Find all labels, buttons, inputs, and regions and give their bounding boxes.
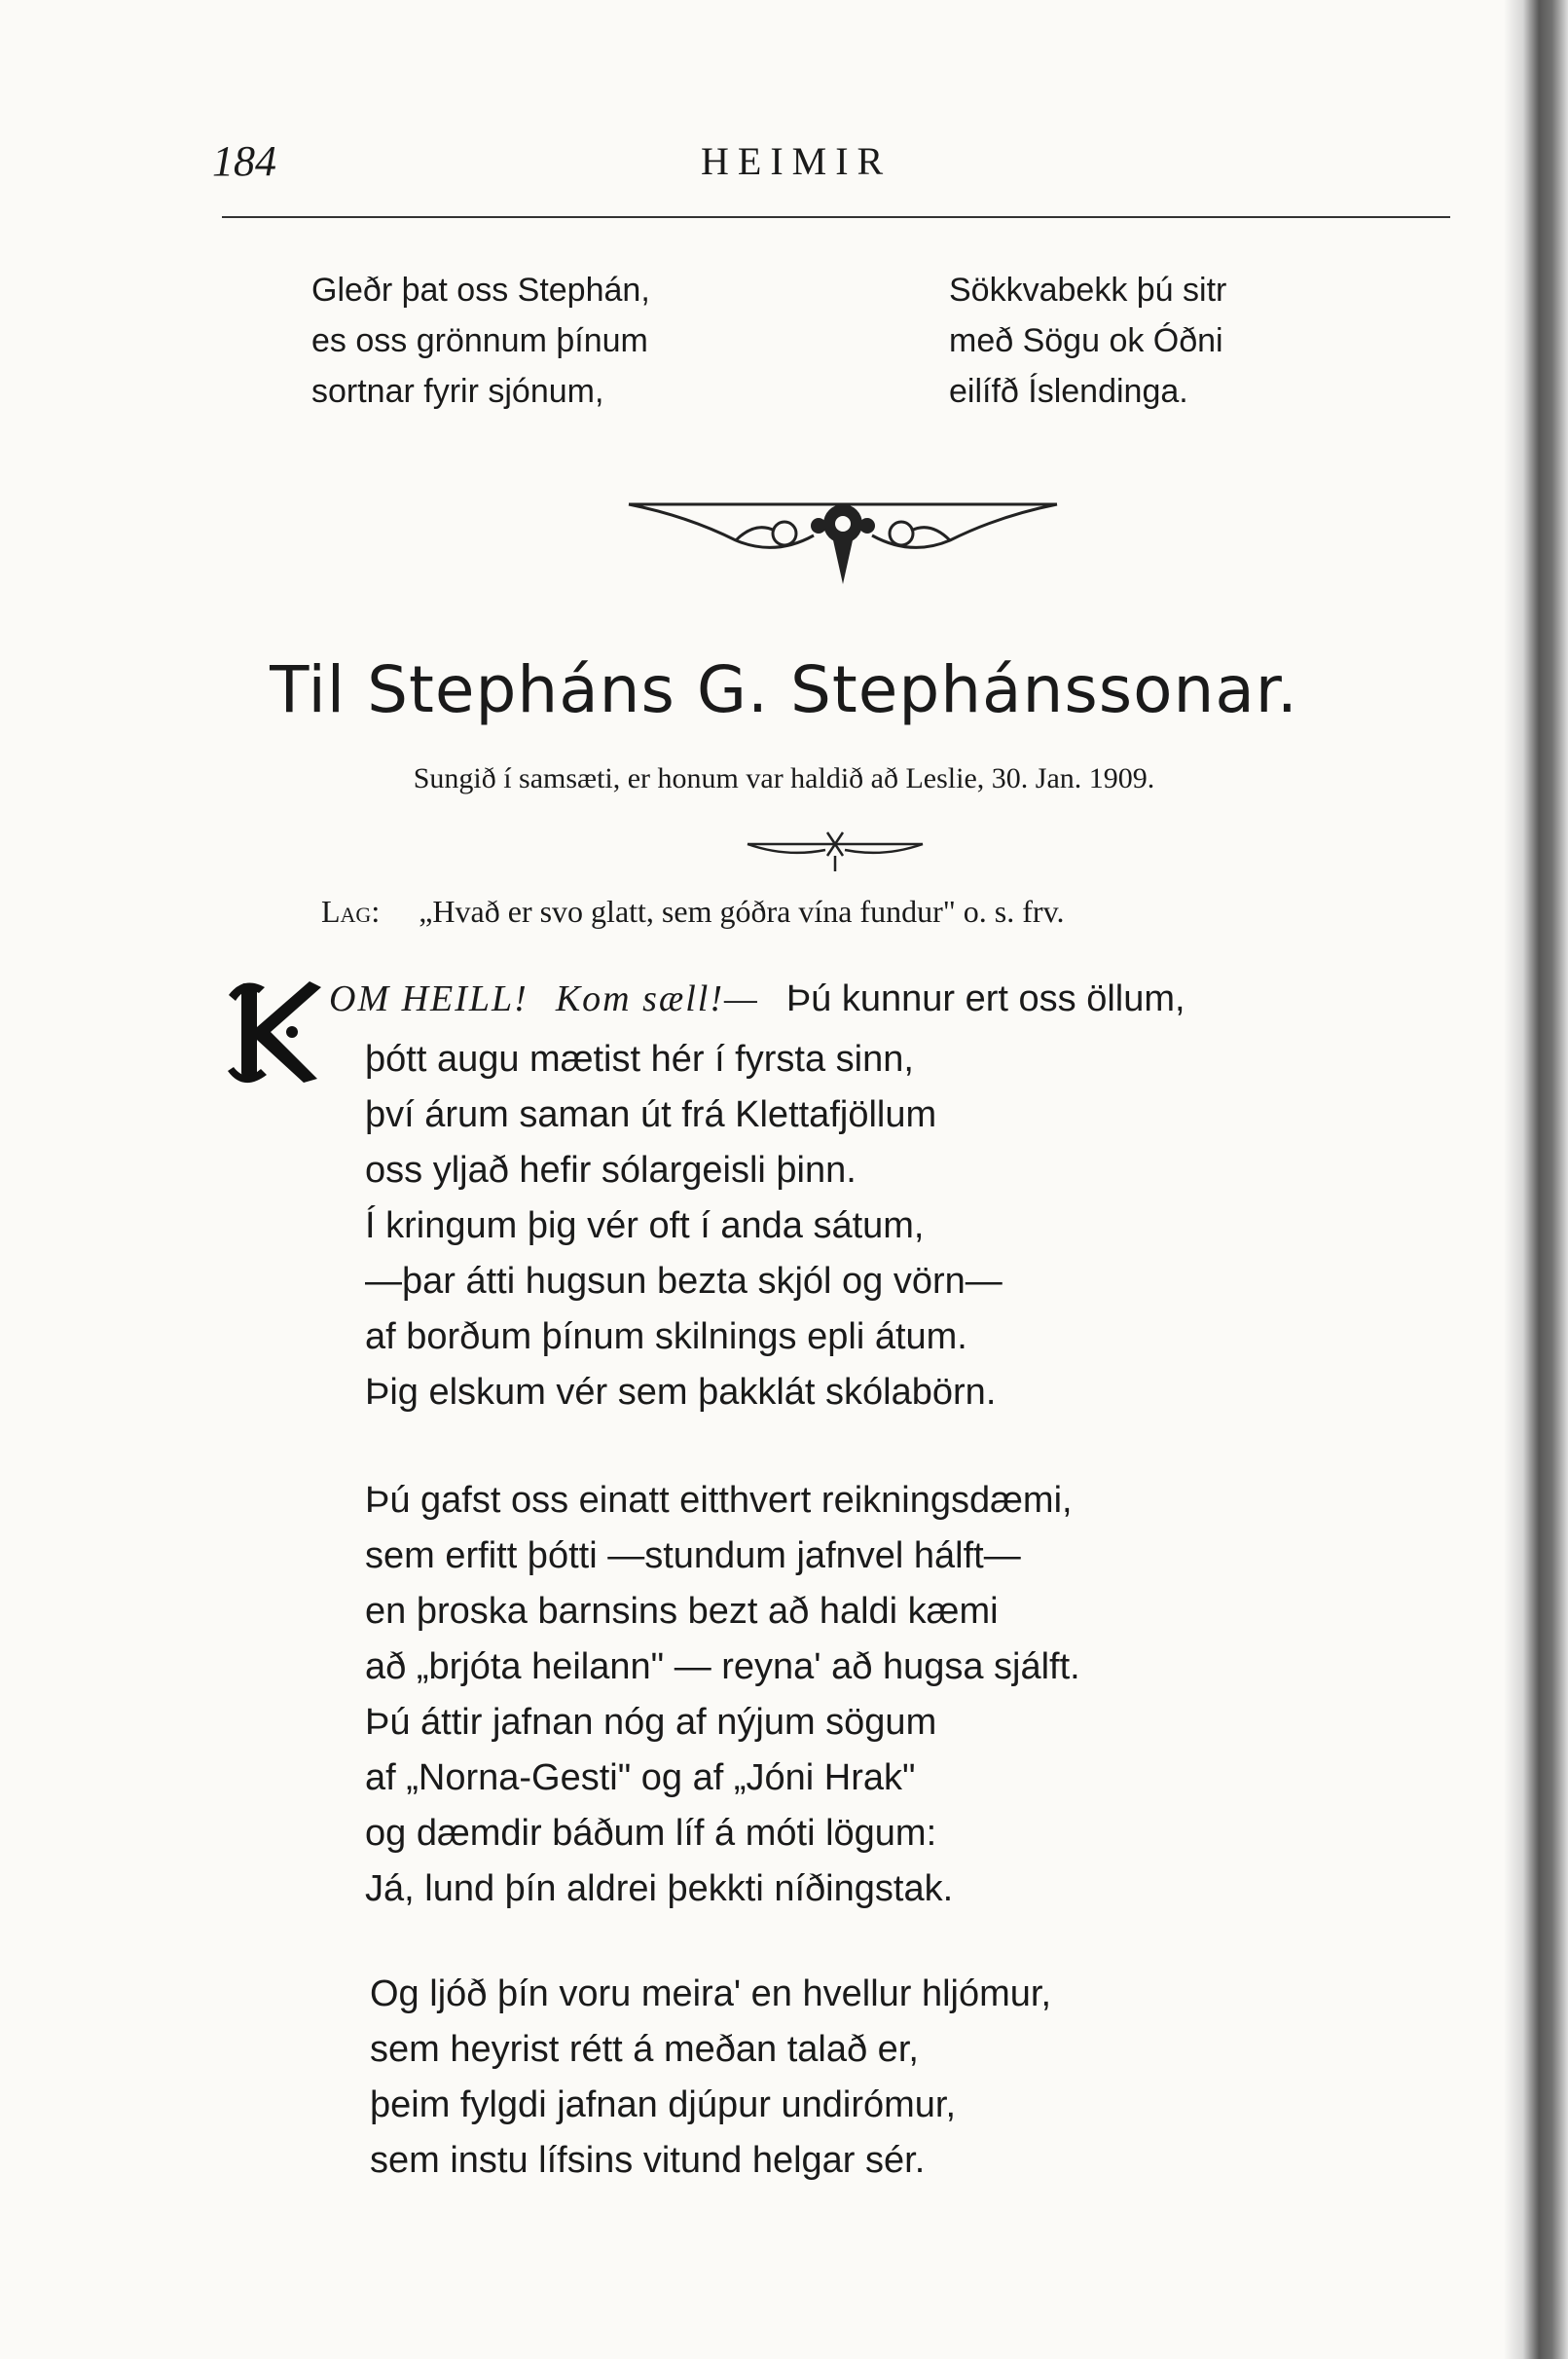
verse-line: með Sögu ok Óðni bbox=[949, 322, 1223, 359]
verse-line: þeim fylgdi jafnan djúpur undirómur, bbox=[370, 2084, 957, 2125]
melody-text: „Hvað er svo glatt, sem góðra vína fundur" o. s. frv. bbox=[419, 894, 1065, 929]
verse-line: es oss grönnum þínum bbox=[311, 322, 648, 359]
verse-line: sem erfitt þótti —stundum jafnvel hálft— bbox=[365, 1535, 1021, 1576]
page-binding-edge bbox=[1504, 0, 1568, 2359]
stanza-3 bbox=[370, 1967, 1051, 2189]
previous-poem-left-column bbox=[311, 265, 650, 417]
stanza-2 bbox=[365, 1473, 1080, 1917]
poem-title: Til Stepháns G. Stephánssonar. bbox=[270, 652, 1298, 727]
verse-line: af „Norna-Gesti" og af „Jóni Hrak" bbox=[365, 1757, 916, 1798]
verse-line: en þroska barnsins bezt að haldi kæmi bbox=[365, 1591, 999, 1632]
verse-line: Já, lund þín aldrei þekkti níðingstak. bbox=[365, 1868, 954, 1909]
small-ornament bbox=[738, 821, 932, 875]
verse-line: Í kringum þig vér oft í anda sátum, bbox=[365, 1205, 925, 1246]
page-number: 184 bbox=[212, 137, 276, 185]
melody-label: Lag: bbox=[321, 894, 381, 929]
running-title: HEIMIR bbox=[701, 139, 893, 183]
verse-line: Þú áttir jafnan nóg af nýjum sögum bbox=[365, 1702, 937, 1743]
verse-line: Gleðr þat oss Stephán, bbox=[311, 272, 650, 309]
stanza-1 bbox=[365, 1032, 1003, 1420]
first-verse-line bbox=[329, 977, 1185, 1020]
previous-poem-right-column bbox=[949, 265, 1226, 417]
verse-line: —þar átti hugsun bezta skjól og vörn— bbox=[365, 1261, 1003, 1302]
poem-subtitle: Sungið í samsæti, er honum var haldið að Leslie, 30. Jan. 1909. bbox=[413, 762, 1155, 794]
verse-line: eilífð Íslendinga. bbox=[949, 373, 1188, 410]
verse-line: Sökkvabekk þú sitr bbox=[949, 272, 1227, 309]
verse-line: þótt augu mætist hér í fyrsta sinn, bbox=[365, 1039, 914, 1080]
verse-line: og dæmdir báðum líf á móti lögum: bbox=[365, 1813, 937, 1854]
verse-line: Þig elskum vér sem þakklát skólabörn. bbox=[365, 1372, 997, 1413]
verse-line: sortnar fyrir sjónum, bbox=[311, 373, 604, 410]
header-rule bbox=[222, 216, 1450, 218]
drop-cap-k-icon bbox=[224, 974, 331, 1090]
verse-line: Og ljóð þín voru meira' en hvellur hljómur, bbox=[370, 1973, 1052, 2014]
ornament-divider bbox=[619, 487, 1067, 594]
verse-line: Þú gafst oss einatt eitthvert reikningsdæmi, bbox=[365, 1480, 1073, 1521]
melody-line bbox=[321, 894, 1064, 930]
verse-line: sem heyrist rétt á meðan talað er, bbox=[370, 2029, 919, 2070]
verse-line: því árum saman út frá Klettafjöllum bbox=[365, 1094, 937, 1135]
verse-line: að „brjóta heilann" — reyna' að hugsa sjálft. bbox=[365, 1646, 1080, 1687]
first-line-italic: Kom sæll!— bbox=[555, 978, 759, 1019]
verse-line: oss yljað hefir sólargeisli þinn. bbox=[365, 1150, 857, 1191]
verse-line: af borðum þínum skilnings epli átum. bbox=[365, 1316, 967, 1357]
first-line-capitals: OM HEILL! bbox=[329, 978, 529, 1019]
verse-line: sem instu lífsins vitund helgar sér. bbox=[370, 2140, 926, 2181]
first-line-rest: Þú kunnur ert oss öllum, bbox=[785, 978, 1185, 1019]
